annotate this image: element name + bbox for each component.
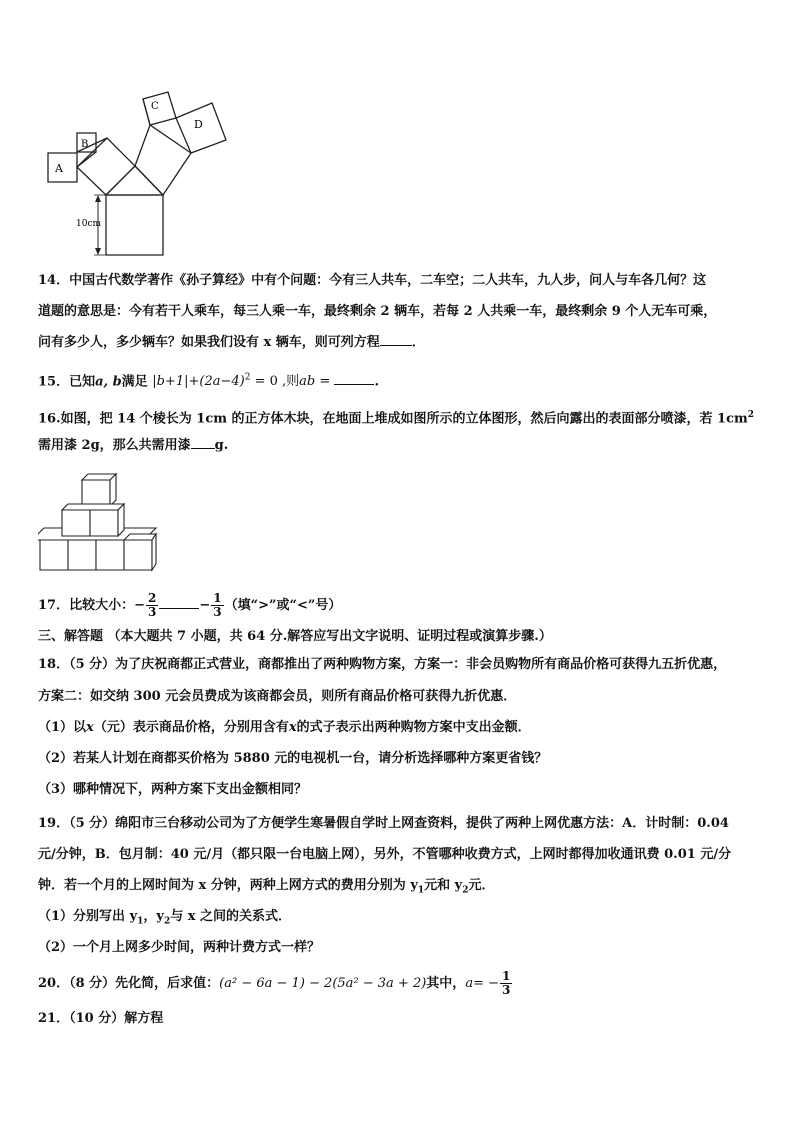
- q19-line3a: 钟．若一个月的上网时间为 x 分钟，两种上网方式的费用分别为 y: [38, 878, 418, 893]
- q17-neg1: −: [134, 598, 145, 613]
- q14-end: ．: [411, 335, 425, 350]
- q19-part1: [38, 908, 291, 931]
- q16-sup: 2: [747, 410, 755, 420]
- q18-x: x: [86, 720, 94, 735]
- q18-part2: （2）若某人计划在商都买价格为 5880 元的电视机一台，请分析选择哪种方案更省钱？: [38, 751, 548, 766]
- q15-vars: a, b: [95, 374, 122, 390]
- q19-p1-sub1: 1: [137, 916, 144, 927]
- label-b: B: [81, 139, 89, 150]
- q18-p1c: 的式子表示出两种购物方案中支出金额．: [296, 720, 531, 735]
- q18-part1: [38, 719, 531, 737]
- q16-answer-blank[interactable]: [191, 448, 215, 449]
- q18-x2: x: [288, 720, 297, 735]
- q14-line3-text: 问有多少人，多少辆车？如果我们设有 x 辆车，则可列方程: [38, 335, 380, 350]
- q17-num2: 1: [213, 591, 222, 605]
- q14-answer-blank[interactable]: [380, 345, 412, 346]
- q14-line2: 道题的意思是：今有若干人乘车，每三人乘一车，最终剩余 2 辆车，若每 2 人共乘一车，最终剩余 9 个人无车可乘，: [38, 304, 717, 319]
- q15-answer-blank[interactable]: [334, 384, 374, 385]
- q20-mid: 其中，: [426, 976, 466, 991]
- q19-p1b: ，y: [143, 909, 164, 924]
- q19-p1-sub2: 2: [163, 916, 171, 927]
- q17-neg2: −: [199, 598, 211, 613]
- q15-abs: b+1: [156, 374, 185, 390]
- central-triangle: [106, 166, 163, 195]
- q15-exp: 2: [244, 373, 251, 383]
- q18-line1: 18．（5 分）为了庆祝商都正式营业，商都推出了两种购物方案，方案一：非会员购物所有商品价格可获得九五折优惠，: [38, 657, 727, 672]
- q20-expression: (a² − 6a − 1) − 2(5a² − 3a + 2): [219, 976, 427, 991]
- q20-den: 3: [502, 983, 511, 997]
- q16-line2: [38, 437, 228, 455]
- q17-answer-blank[interactable]: [159, 608, 199, 609]
- q19-p1a: （1）分别写出 y: [38, 909, 138, 924]
- q17-line: [38, 592, 341, 620]
- q19-line3c: 元．: [468, 878, 495, 893]
- q15-line: [38, 369, 379, 391]
- q17-den1: 3: [148, 605, 157, 619]
- q19-line2: 元/分钟，B．包月制：40 元/月（都只限一台电脑上网），另外，不管哪种收费方式，上网时都得加收通讯费 0.01 元/分: [38, 847, 732, 862]
- q19-sub2: 2: [462, 885, 469, 896]
- q20-line: [38, 970, 513, 998]
- q14-line3: [38, 334, 425, 352]
- q15-end: .: [374, 374, 379, 390]
- q15-paren: (2a−4): [199, 374, 245, 390]
- q17-fraction-1: [146, 592, 158, 619]
- q19-line3: [38, 877, 495, 900]
- q20-eq: = −: [473, 976, 499, 991]
- q16-unit: g.: [214, 438, 229, 453]
- q20-prefix: 20．（8 分）先化简，后求值：: [38, 976, 220, 991]
- q21-line: 21．（10 分）解方程: [38, 1011, 164, 1026]
- q20-fraction: [500, 970, 512, 997]
- q15-formula: $|b+1|+(2a-4)^2 = 0$ ,则ab =: [152, 373, 331, 390]
- q17-fraction-2: [211, 592, 223, 619]
- q16-line2-text: 需用漆 2g，那么共需用漆: [38, 438, 191, 453]
- q17-num1: 2: [148, 591, 157, 605]
- q18-line2: 方案二：如交纳 300 元会员费成为该商都会员，则所有商品价格可获得九折优惠．: [38, 689, 517, 704]
- q17-prefix: 17．比较大小：: [38, 598, 135, 613]
- q14-line1: 14．中国古代数学著作《孙子算经》中有个问题：今有三人共车，二车空；二人共车，九人步，问人与车各几何？这: [38, 273, 707, 288]
- q19-line3b: 元和 y: [424, 878, 463, 893]
- label-d: D: [194, 118, 203, 131]
- top-cube: [82, 480, 110, 506]
- q17-den2: 3: [213, 605, 222, 619]
- q15-prefix: 15．已知: [38, 374, 96, 390]
- q15-mid: 满足: [121, 374, 148, 390]
- q18-p1b: （元）表示商品价格，分别用含有: [93, 720, 289, 735]
- right-square: [135, 125, 191, 195]
- q17-hint: （填“>”或“<”号）: [224, 598, 342, 613]
- label-c: C: [151, 101, 159, 112]
- q19-sub1: 1: [417, 885, 425, 896]
- q20-a: a: [465, 976, 474, 991]
- dimension-label: 10cm: [76, 219, 102, 229]
- q16-line1: [38, 406, 754, 428]
- q18-p1a: （1）以: [38, 720, 87, 735]
- q19-line1: 19．（5 分）绵阳市三台移动公司为了方便学生寒暑假自学时上网查资料，提供了两种上网优惠方法：A．计时制：0.04: [38, 816, 729, 831]
- label-a: A: [55, 162, 63, 175]
- q15-ab: ab: [299, 374, 316, 390]
- q15-eq2: =: [319, 374, 331, 390]
- square-c: [143, 92, 176, 125]
- q19-part2: （2）一个月上网多少时间，两种计费方式一样？: [38, 940, 321, 955]
- q19-p1c: 与 x 之间的关系式．: [170, 909, 292, 924]
- q20-num: 1: [502, 969, 511, 983]
- pythagoras-figure: [40, 88, 240, 263]
- bottom-square: [106, 195, 163, 255]
- q15-eq: = 0 ,则: [254, 374, 300, 390]
- section3-heading: 三、解答题 （本大题共 7 小题，共 64 分.解答应写出文字说明、证明过程或演算步骤.）: [38, 629, 552, 644]
- q18-part3: （3）哪种情况下，两种方案下支出金额相同？: [38, 782, 308, 797]
- cube-stack-figure: [38, 466, 158, 578]
- q16-line1-text: 16.如图，把 14 个棱长为 1cm 的正方体木块，在地面上堆成如图所示的立体图形，然后向露出的表面部分喷漆，若 1cm: [38, 411, 748, 427]
